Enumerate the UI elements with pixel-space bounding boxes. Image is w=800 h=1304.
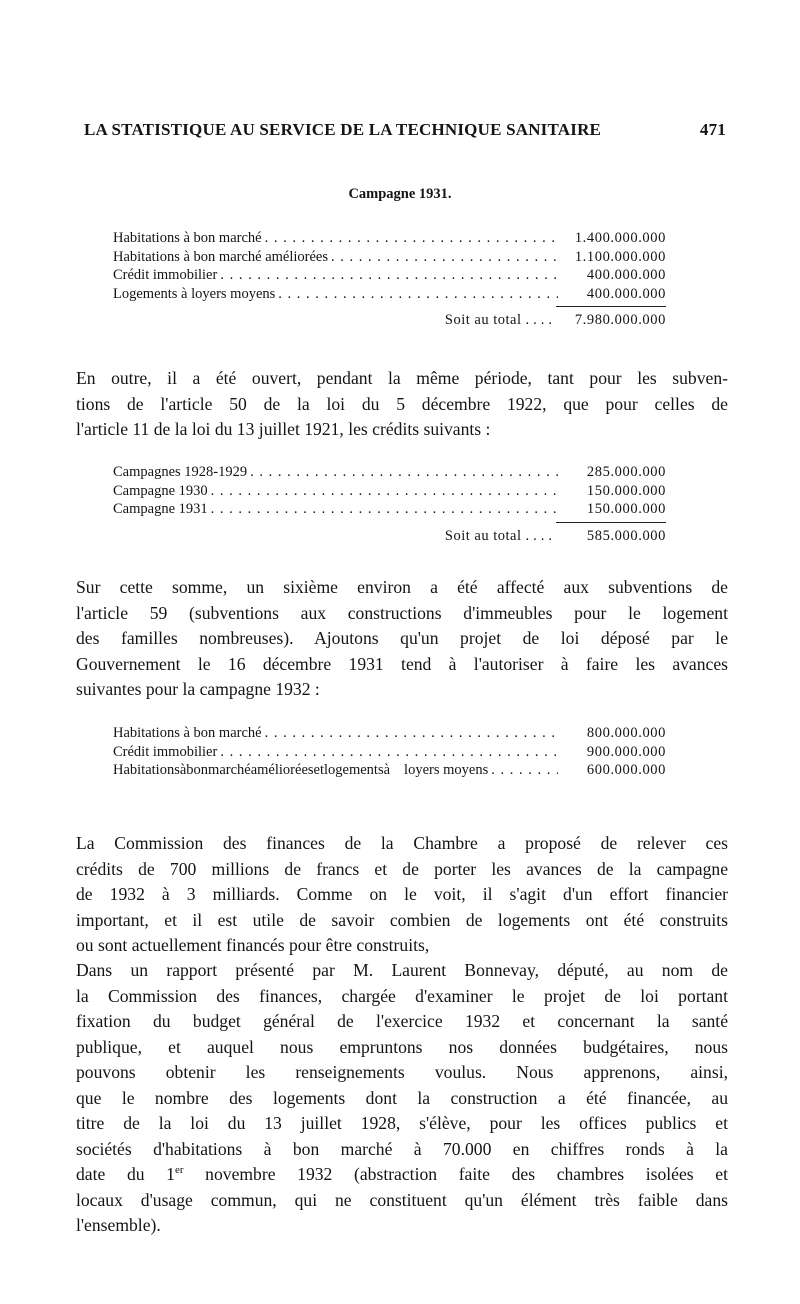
text-line: Sur cette somme, un sixième environ a été affecté aux subventions de <box>76 577 728 597</box>
ledger-total-row <box>113 311 666 333</box>
ledger-word: Habitations <box>113 762 180 778</box>
body-paragraph <box>76 366 728 443</box>
ledger-amount: 285.000.000 <box>586 464 666 480</box>
ledger-row <box>113 285 666 304</box>
section-title-campaign-1931: Campagne 1931. <box>348 186 452 202</box>
ledger-row <box>113 500 666 519</box>
text-line: sociétés d'habitations à bon marché à 70.000 en chiffres ronds à la <box>76 1138 728 1159</box>
ledger-row <box>113 248 666 267</box>
ledger-label: loyers moyens <box>404 762 489 778</box>
ledger-label: Campagne 1931 <box>113 501 208 517</box>
ledger-row <box>113 743 666 762</box>
page-number: 471 <box>699 120 726 139</box>
ledger-amount: 400.000.000 <box>586 285 666 302</box>
text-line: la Commission des finances, chargée d'examiner le projet de loi portant <box>76 985 728 1006</box>
text-line: l'article 59 (subventions aux constructions d'immeubles pour le logement <box>76 602 728 623</box>
text-line: tions de l'article 50 de la loi du 5 décembre 1922, que pour celles de <box>76 393 728 414</box>
leader-dots <box>488 761 558 780</box>
leader-dots <box>328 248 558 267</box>
date-text-rest: novembre 1932 (abstraction faite des chambres isolées et <box>183 1164 728 1184</box>
ledger-label: Logements à loyers moyens <box>113 285 276 302</box>
text-line: Dans un rapport présenté par M. Laurent Bonnevay, député, au nom de <box>76 960 728 980</box>
text-line: l'ensemble). <box>76 1215 161 1235</box>
text-line: La Commission des finances de la Chambre a proposé de relever ces <box>76 833 728 853</box>
ledger-word: logements <box>324 762 384 778</box>
running-title: LA STATISTIQUE AU SERVICE DE LA TECHNIQUE SANITAIRE <box>84 120 602 139</box>
text-line: pouvons obtenir les renseignements voulus. Nous apprenons, ainsi, <box>76 1062 728 1082</box>
text-line: crédits de 700 millions de francs et de porter les avances de la campagne <box>76 858 728 879</box>
ledger-label-line <box>113 761 390 780</box>
ledger-amount: 1.400.000.000 <box>574 230 666 246</box>
leader-dots <box>208 482 558 501</box>
ledger-amount: 150.000.000 <box>586 482 666 499</box>
ledger-row <box>113 229 666 248</box>
ledger-label: Crédit immobilier <box>113 267 218 283</box>
ledger-amount: 400.000.000 <box>586 267 666 283</box>
text-line: que le nombre des logements dont la construction a été financée, au <box>76 1087 728 1108</box>
text-line: titre de la loi du 13 juillet 1928, s'élève, pour les offices publics et <box>76 1113 728 1133</box>
ledger-word: à <box>383 762 391 778</box>
leader-dots <box>247 463 558 482</box>
ledger-campaign-1931 <box>113 229 666 333</box>
ledger-amount: 1.100.000.000 <box>574 248 666 265</box>
ledger-word: et <box>313 762 324 778</box>
text-line: de 1932 à 3 milliards. Comme on le voit, il s'agit d'un effort financier <box>76 884 728 904</box>
body-paragraph <box>76 575 728 703</box>
ledger-label: Crédit immobilier <box>113 743 218 760</box>
ledger-label: Campagnes 1928-1929 <box>113 464 248 480</box>
ledger-advances-1932 <box>113 724 666 780</box>
sum-rule <box>556 306 666 307</box>
ledger-amount: 150.000.000 <box>586 501 666 517</box>
text-line: fixation du budget général de l'exercice 1932 et concernant la santé <box>76 1011 728 1031</box>
sum-rule <box>556 522 666 523</box>
ledger-label: Habitations à bon marché <box>113 230 262 246</box>
ledger-amount: 800.000.000 <box>586 725 666 741</box>
text-line: ou sont actuellement financés pour être construits, <box>76 935 430 955</box>
leader-dots <box>217 266 558 285</box>
superscript-er: er <box>174 1164 184 1177</box>
total-amount: 7.980.000.000 <box>574 312 666 328</box>
ledger-row <box>113 761 666 780</box>
ledger-total-row <box>113 527 666 549</box>
ledger-row <box>113 266 666 285</box>
text-line: Gouvernement le 16 décembre 1931 tend à l'autoriser à faire les avances <box>76 653 728 674</box>
text-line: En outre, il a été ouvert, pendant la même période, tant pour les subven- <box>76 368 728 388</box>
leader-dots <box>217 743 558 762</box>
leader-dots <box>208 500 558 519</box>
ledger-label: Campagne 1930 <box>113 482 208 499</box>
text-line: locaux d'usage commun, qui ne constituent qu'un élément très faible dans <box>76 1189 728 1210</box>
ledger-word: à <box>179 762 187 778</box>
ledger-credits <box>113 463 666 549</box>
total-label: Soit au total <box>444 527 522 544</box>
total-label: Soit au total <box>444 312 522 328</box>
ledger-label: Habitations à bon marché améliorées <box>113 248 329 265</box>
body-paragraph <box>76 958 728 1239</box>
ledger-label: Habitations à bon marché <box>113 725 262 741</box>
ledger-word: améliorées <box>250 762 314 778</box>
ledger-word: bon <box>186 762 209 778</box>
text-line: l'article 11 de la loi du 13 juillet 1921, les crédits suivants : <box>76 419 491 439</box>
text-line: des familles nombreuses). Ajoutons qu'un projet de loi déposé par le <box>76 628 728 648</box>
text-line: important, et il est utile de savoir combien de logements ont été construits <box>76 909 728 930</box>
running-header <box>84 120 726 140</box>
text-line-date <box>76 1162 728 1188</box>
total-amount: 585.000.000 <box>586 527 666 544</box>
ledger-row <box>113 482 666 501</box>
leader-dots <box>275 285 558 304</box>
ledger-amount: 900.000.000 <box>586 743 666 760</box>
ledger-word: marché <box>208 762 251 778</box>
leader-dots <box>262 229 558 248</box>
leader-dots: .... <box>525 527 556 544</box>
leader-dots <box>262 724 558 743</box>
ledger-row-continuation <box>390 761 666 780</box>
text-line: suivantes pour la campagne 1932 : <box>76 679 320 699</box>
ledger-amount: 600.000.000 <box>586 762 666 778</box>
date-text: date du 1 <box>76 1164 175 1184</box>
text-line: publique, et auquel nous empruntons nos données budgétaires, nous <box>76 1036 728 1057</box>
ledger-row <box>113 724 666 743</box>
ledger-row <box>113 463 666 482</box>
leader-dots: .... <box>525 312 556 328</box>
body-paragraph <box>76 831 728 959</box>
